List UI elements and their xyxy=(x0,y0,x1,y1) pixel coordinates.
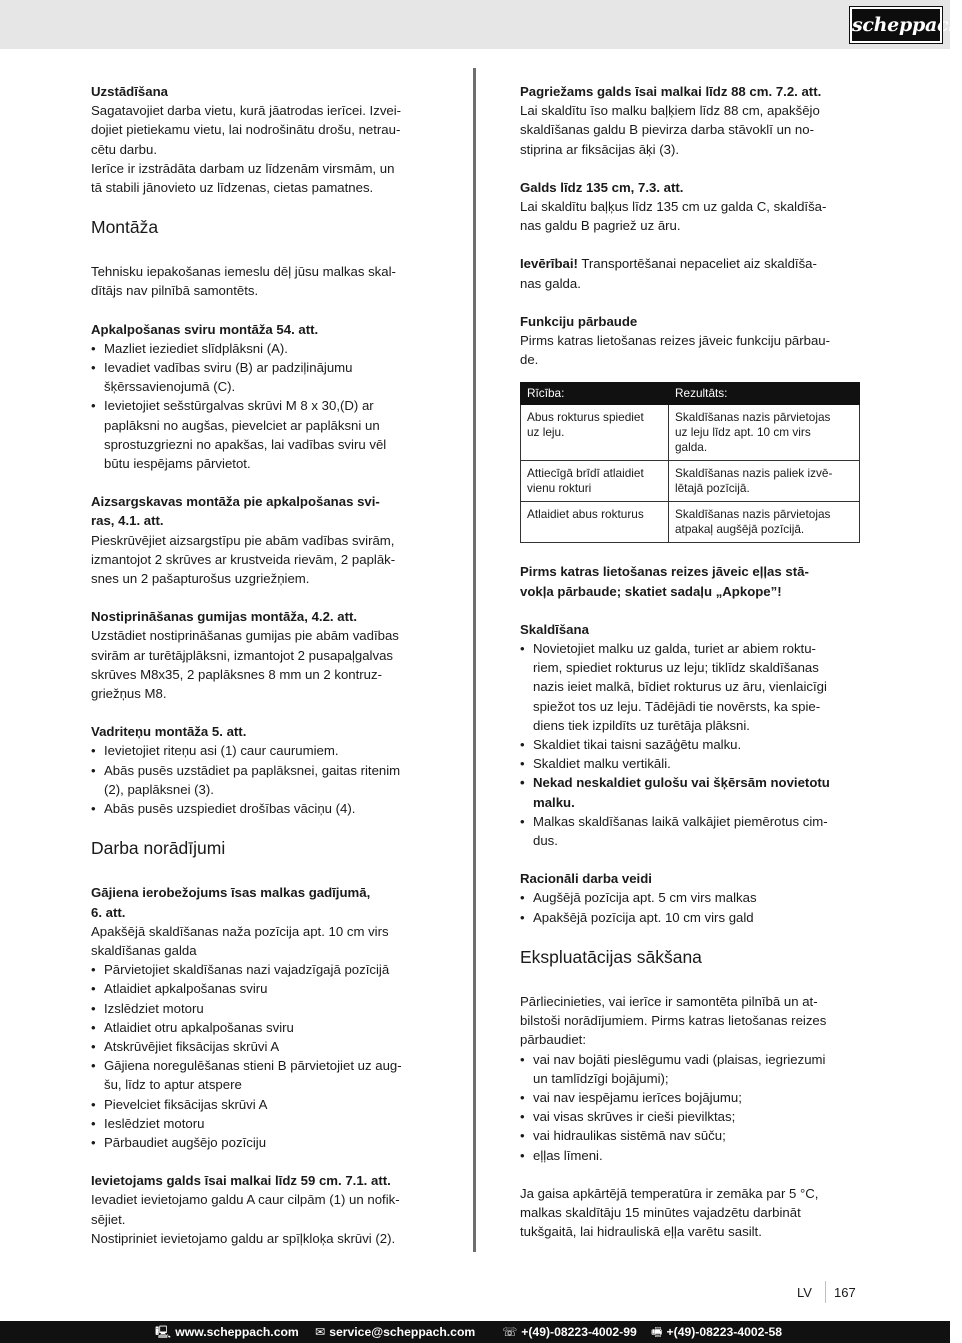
table-cell: Abus rokturus spiediet uz leju. xyxy=(521,405,669,461)
paragraph: Lai skaldītu īso malku baļķiem līdz 88 cm, apakšējo skaldīšanas galdu B pievirza darba stāvoklī un no- stiprina ar fiksācijas āķi (3). xyxy=(520,103,820,157)
footer-bar xyxy=(0,1321,950,1343)
phone-icon: ☏ xyxy=(502,1325,518,1339)
section-title: Gājiena ierobežojums īsas malkas gadījumā, 6. att. xyxy=(91,885,371,920)
section-ievietojams-galds xyxy=(91,1171,431,1248)
list-item: • Skaldiet malku vertikāli. xyxy=(520,754,860,773)
list-item: • Ievadiet vadības sviru (B) ar padziļinājumu šķērssavienojumā (C). xyxy=(91,358,431,396)
table-header-row xyxy=(521,383,860,405)
section-title: Skaldīšana xyxy=(520,621,589,637)
table-cell: Skaldīšanas nazis pārvietojas uz leju līdz apt. 10 cm virs galda. xyxy=(669,405,860,461)
section-aizsargskavas xyxy=(91,492,431,588)
right-column xyxy=(520,82,860,1260)
paragraph: Ievadiet ievietojamo galdu A caur cilpām (1) un nofik- sējiet. Nostipriniet ievietojamo galdu ar spīļkloķa skrūvi (2). xyxy=(91,1192,400,1246)
bullet-list xyxy=(520,1050,860,1165)
envelope-icon: ✉ xyxy=(315,1325,326,1339)
list-item: • Atlaidiet otru apkalpošanas sviru xyxy=(91,1018,431,1037)
footer-web[interactable]: 🖳 www.scheppach.com xyxy=(155,1325,299,1339)
section-temperatura xyxy=(520,1184,860,1242)
table-cell: Atlaidiet abus rokturus xyxy=(521,502,669,543)
list-item: • Atskrūvējiet fiksācijas skrūvi A xyxy=(91,1037,431,1056)
footer-fax: 🖷 +(49)-08223-4002-58 xyxy=(651,1325,783,1339)
list-item: • Skaldiet tikai taisni sazāģētu malku. xyxy=(520,735,860,754)
list-item: • vai nav iespējamu ierīces bojājumu; xyxy=(520,1088,860,1107)
section-pagriezams-galds xyxy=(520,82,860,159)
list-item: • Abās pusēs uzspiediet drošības vāciņu (4). xyxy=(91,799,431,818)
section-ellas-parbaude xyxy=(520,562,860,600)
list-item: • Ievietojiet sešstūrgalvas skrūvi M 8 x 30,(D) ar paplāksni no augšas, pievelciet ar paplāksni un sprostuzgriezni no apakšas, lai vadības sviru vēl būtu iespējams pārvietot. xyxy=(91,396,431,473)
list-item: • Pārbaudiet augšējo pozīciju xyxy=(91,1133,431,1152)
section-title: Vadriteņu montāža 5. att. xyxy=(91,724,247,740)
paragraph: Uzstādiet nostiprināšanas gumijas pie abām vadības svirām ar turētājplāksni, izmantojot 2 pusapaļgalvas skrūves M8x35, 2 paplāksnes 8 mm un 2 kontruz- griežņus M8. xyxy=(91,628,399,702)
paragraph: Pirms katras lietošanas reizes jāveic funkciju pārbau- de. xyxy=(520,333,831,368)
section-ieverbai xyxy=(520,254,860,292)
table-cell: Skaldīšanas nazis paliek izvē- lētajā pozīcijā. xyxy=(669,461,860,502)
section-gajiena xyxy=(91,883,431,1152)
list-item: • vai nav bojāti pieslēgumu vadi (plaisas, iegriezumi un tamlīdzīgi bojājumi); xyxy=(520,1050,860,1088)
fax-icon: 🖷 xyxy=(651,1325,663,1339)
section-title: Ievietojams galds īsai malkai līdz 59 cm. 7.1. att. xyxy=(91,1173,391,1189)
section-title: Galds līdz 135 cm, 7.3. att. xyxy=(520,179,684,195)
heading-ekspluatacijas: Ekspluatācijas sākšana xyxy=(520,946,702,967)
list-item: • vai visas skrūves ir cieši pievilktas; xyxy=(520,1107,860,1126)
section-vaditenu xyxy=(91,722,431,818)
scheppach-logo: scheppach xyxy=(850,7,942,43)
list-item: • Nekad neskaldiet gulošu vai šķērsām novietotu malku. xyxy=(520,773,860,811)
section-uzstadisana xyxy=(91,82,431,197)
section-gumijas xyxy=(91,607,431,703)
paragraph: Tehnisku iepakošanas iemeslu dēļ jūsu malkas skal- dītājs nav pilnībā samontēts. xyxy=(91,264,396,299)
function-check-table xyxy=(520,382,860,543)
section-ekspluatacija xyxy=(520,992,860,1165)
bullet-list xyxy=(520,639,860,850)
section-funkciju-parbaude xyxy=(520,312,860,370)
list-item: • Novietojiet malku uz galda, turiet ar abiem roktu- riem, spiediet rokturus uz leju; tiklīdz skaldīšanas nazis ieiet malkā, bīdiet rokturus uz āru, vienlaicīgi spiežot tos uz leju. Tādējādi tie novērsts, ka spie- diens tiek izpildīts uz turētāja plāksni. xyxy=(520,639,860,735)
section-galds-135 xyxy=(520,178,860,236)
list-item: • Pievelciet fiksācijas skrūvi A xyxy=(91,1095,431,1114)
list-item: • Pārvietojiet skaldīšanas nazi vajadzīgajā pozīcijā xyxy=(91,960,431,979)
heading-montaza: Montāža xyxy=(91,217,159,238)
footer-email[interactable]: ✉ service@scheppach.com xyxy=(315,1325,476,1339)
list-item: • Atlaidiet apkalpošanas sviru xyxy=(91,979,431,998)
section-title: Apkalpošanas sviru montāža 54. att. xyxy=(91,321,319,337)
list-item: • Malkas skaldīšanas laikā valkājiet piemērotus cim- dus. xyxy=(520,812,860,850)
bullet-list xyxy=(91,339,431,473)
footer-phone[interactable]: ☏ +(49)-08223-4002-99 xyxy=(502,1325,637,1339)
table-row xyxy=(521,405,860,461)
list-item: • Mazliet ieziediet slīdplāksni (A). xyxy=(91,339,431,358)
paragraph: Apakšējā skaldīšanas naža pozīcija apt. 10 cm virs skaldīšanas galda xyxy=(91,923,389,958)
table-header: Rīcība: xyxy=(521,383,669,405)
left-column xyxy=(91,82,431,1267)
paragraph: Pirms katras lietošanas reizes jāveic eļļas stā- vokļa pārbaude; skatiet sadaļu „Apkope”! xyxy=(520,564,809,599)
section-montaza-intro xyxy=(91,262,431,300)
bullet-list xyxy=(520,888,860,926)
section-title: Funkciju pārbaude xyxy=(520,313,638,329)
list-item: • eļļas līmeni. xyxy=(520,1146,860,1165)
header-bar xyxy=(0,0,962,49)
list-item: • Augšējā pozīcija apt. 5 cm virs malkas xyxy=(520,888,860,907)
bullet-list xyxy=(91,741,431,818)
table-row xyxy=(521,502,860,543)
table-cell: Attiecīgā brīdī atlaidiet vienu rokturi xyxy=(521,461,669,502)
page-language: LV xyxy=(797,1285,812,1300)
list-item: • Izslēdziet motoru xyxy=(91,999,431,1018)
section-skaldisana xyxy=(520,620,860,850)
section-title: Pagriežams galds īsai malkai līdz 88 cm. 7.2. att. xyxy=(520,84,822,99)
paragraph: Sagatavojiet darba vietu, kurā jāatrodas ierīcei. Izvei- dojiet pietiekamu vietu, lai nodrošinātu drošu, netrau- cētu darbu. Ierīce ir izstrādāta darbam uz līdzenām virsmām, un tā stabili jānovieto uz līdzenas, cietas pamatnes. xyxy=(91,103,402,196)
paragraph: Ievērībai! Transportēšanai nepaceliet aiz skaldīša- nas galda. xyxy=(520,256,817,291)
list-item: • Apakšējā pozīcija apt. 10 cm virs gald xyxy=(520,908,860,927)
list-item: • Ieslēdziet motoru xyxy=(91,1114,431,1133)
list-item: • Ievietojiet riteņu asi (1) caur caurumiem. xyxy=(91,741,431,760)
section-title: Nostiprināšanas gumijas montāža, 4.2. att. xyxy=(91,609,358,625)
heading-darba-noradijumi: Darba norādījumi xyxy=(91,838,226,859)
table-header: Rezultāts: xyxy=(669,383,860,405)
page-number-separator xyxy=(825,1281,826,1303)
paragraph: Pārliecinieties, vai ierīce ir samontēta pilnībā un at- bilstoši norādījumiem. Pirms katras lietošanas reizes pārbaudiet: xyxy=(520,993,827,1048)
monitor-icon: 🖳 xyxy=(155,1325,172,1339)
table-row xyxy=(521,461,860,502)
column-divider xyxy=(473,68,476,1252)
list-item: • vai hidraulikas sistēmā nav sūču; xyxy=(520,1126,860,1145)
paragraph: Pieskrūvējiet aizsargstīpu pie abām vadības svirām, izmantojot 2 skrūves ar krustveida rievām, 2 paplāk- snes un 2 pašapturošus uzgriežņiem. xyxy=(91,532,396,587)
table-cell: Skaldīšanas nazis pārvietojas atpakaļ augšējā pozīcijā. xyxy=(669,502,860,543)
section-title: Uzstādīšana xyxy=(91,84,168,99)
list-item: • Abās pusēs uzstādiet pa paplāksnei, gaitas ritenim (2), paplāksnei (3). xyxy=(91,761,431,799)
list-item: • Gājiena noregulēšanas stieni B pārvietojiet uz aug- šu, līdz to aptur atspere xyxy=(91,1056,431,1094)
section-title: Aizsargskavas montāža pie apkalpošanas svi- ras, 4.1. att. xyxy=(91,494,380,529)
paragraph: Ja gaisa apkārtējā temperatūra ir zemāka par 5 °C, malkas skaldītāju 15 minūtes vajadzētu darbināt tukšgaitā, lai hidrauliskā eļļa varētu sasilt. xyxy=(520,1185,819,1240)
page-number: 167 xyxy=(834,1285,856,1300)
section-apkalposanas-sviru xyxy=(91,320,431,474)
paragraph: Lai skaldītu baļķus līdz 135 cm uz galda C, skaldīša- nas galdu B pagriež uz āru. xyxy=(520,199,827,234)
section-racionali xyxy=(520,869,860,927)
bullet-list xyxy=(91,960,431,1152)
warning-label: Ievērībai! xyxy=(520,256,578,272)
section-title: Racionāli darba veidi xyxy=(520,871,652,887)
